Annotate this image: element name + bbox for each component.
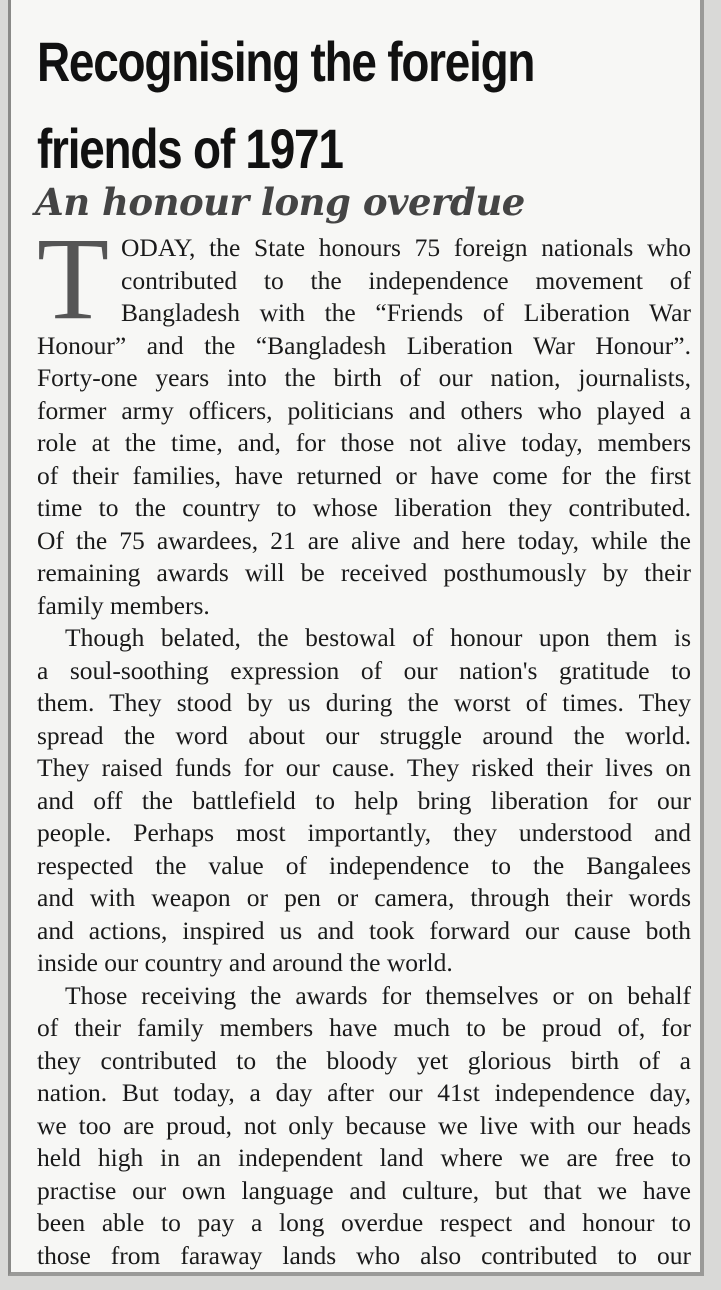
text-line: family members. <box>37 590 210 620</box>
text-line: spread the word about our struggle around the world. <box>37 720 691 750</box>
headline-line-1: Recognising the foreign <box>37 30 535 93</box>
paragraph-3 <box>37 980 691 1273</box>
text-line: of their family members have much to be proud of, for <box>37 1013 691 1042</box>
text-line: Honour” and the “Bangladesh Liberation War Honour”. <box>37 330 691 360</box>
text-line: a soul-soothing expression of our nation's gratitude to <box>37 655 691 685</box>
headline <box>37 18 578 192</box>
drop-cap: T <box>37 213 110 344</box>
text-line: former army officers, politicians and others who played a <box>37 395 691 425</box>
article-body <box>37 213 691 1272</box>
paragraph-1 <box>37 213 691 622</box>
text-line: time to the country to whose liberation they contributed. <box>37 493 691 522</box>
text-line: inside our country and around the world. <box>37 948 453 977</box>
text-line: those from faraway lands who also contributed to our <box>37 1240 691 1270</box>
text-line: of their families, have returned or have come for the first <box>37 460 691 490</box>
text-line: and with weapon or pen or camera, through their words <box>37 883 691 912</box>
text-line: people. Perhaps most importantly, they understood and <box>37 818 691 847</box>
text-line: Bangladesh with the “Friends of Liberation War <box>121 298 691 327</box>
headline-line-2: friends of 1971 <box>37 117 343 180</box>
text-line: and off the battlefield to help bring liberation for our <box>37 785 691 815</box>
text-line: contributed to the independence movement of <box>121 265 691 295</box>
subheadline: An honour long overdue <box>35 180 525 224</box>
text-line: role at the time, and, for those not alive today, members <box>37 428 691 457</box>
article-column <box>8 0 704 1276</box>
text-line: Though belated, the bestowal of honour upon them is <box>65 623 691 652</box>
text-line: Forty-one years into the birth of our nation, journalists, <box>37 363 691 392</box>
text-line: respected the value of independence to the Bangalees <box>37 850 691 880</box>
text-line: ODAY, the State honours 75 foreign nationals who <box>121 233 691 262</box>
text-line: Of the 75 awardees, 21 are alive and here today, while the <box>37 525 691 555</box>
text-line: They raised funds for our cause. They risked their lives on <box>37 753 691 782</box>
text-line: held high in an independent land where we are free to <box>37 1143 691 1172</box>
text-line: they contributed to the bloody yet glorious birth of a <box>37 1045 691 1075</box>
text-line: them. They stood by us during the worst of times. They <box>37 688 691 717</box>
text-line: remaining awards will be received posthumously by their <box>37 558 691 587</box>
text-line: practise our own language and culture, but that we have <box>37 1175 691 1205</box>
paragraph-2 <box>37 622 691 980</box>
text-line: we too are proud, not only because we live with our heads <box>37 1110 691 1140</box>
text-line: been able to pay a long overdue respect and honour to <box>37 1208 691 1237</box>
text-line: nation. But today, a day after our 41st independence day, <box>37 1078 691 1107</box>
text-line: and actions, inspired us and took forward our cause both <box>37 915 691 945</box>
text-line: Those receiving the awards for themselves or on behalf <box>65 980 691 1010</box>
